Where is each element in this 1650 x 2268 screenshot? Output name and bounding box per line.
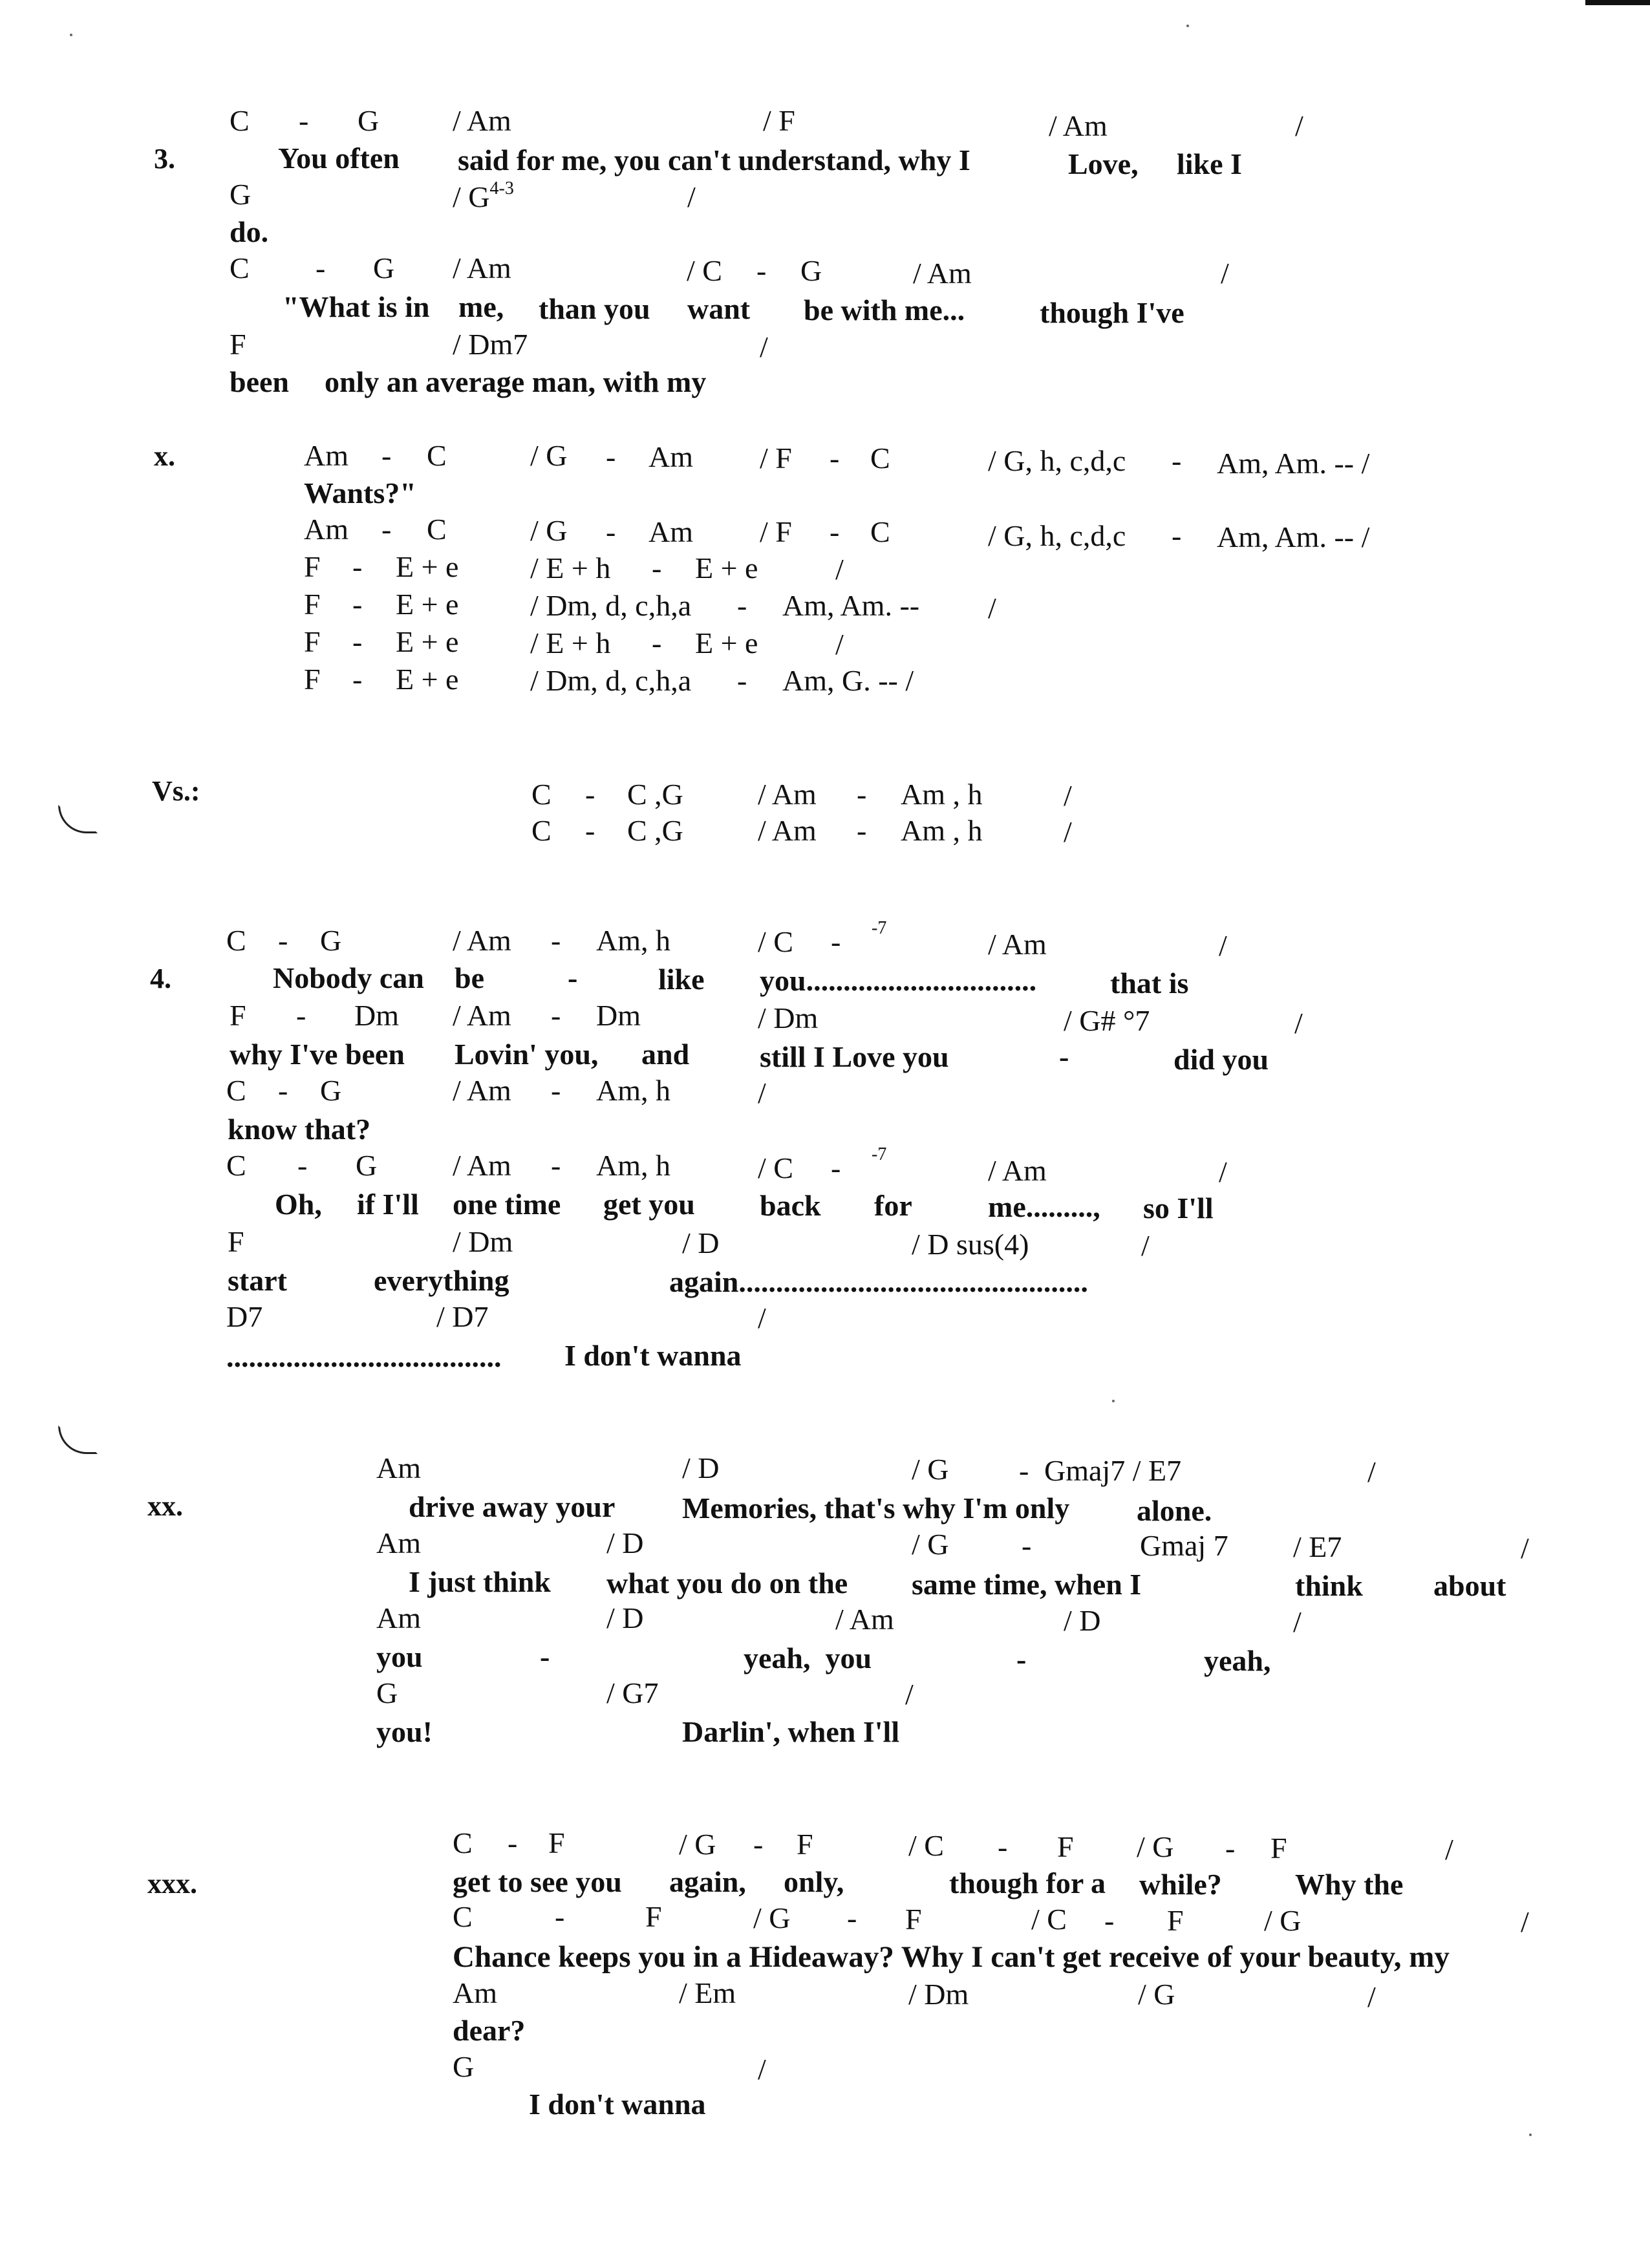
- chord: / G, h, c,d,c: [988, 519, 1126, 552]
- chord-dash: -: [585, 778, 595, 811]
- chord: C: [531, 778, 552, 811]
- chord-dash: -: [756, 254, 767, 287]
- bar-line: /: [1445, 1833, 1453, 1866]
- chord: / Am: [453, 104, 511, 137]
- bar-line: /: [1293, 1605, 1302, 1638]
- chord: Am: [304, 439, 348, 472]
- section-label-verse-4: 4.: [150, 963, 171, 994]
- chord: F: [230, 328, 246, 361]
- chord: / G: [1264, 1904, 1302, 1937]
- chord: G: [356, 1149, 378, 1182]
- chord: F: [1270, 1832, 1287, 1865]
- lyric: only an average man, with my: [325, 365, 707, 398]
- chord-dash: -: [857, 778, 867, 811]
- chord-dash: -: [352, 550, 363, 583]
- chord-dash: -: [1172, 444, 1182, 477]
- chord-dash: -: [831, 1151, 841, 1184]
- chord: Am: [376, 1526, 421, 1559]
- chord: E + e: [396, 588, 459, 621]
- chord: Am: [376, 1601, 421, 1634]
- lyric: still I Love you: [760, 1040, 949, 1073]
- scan-edge-mark: [1585, 0, 1650, 5]
- chord: / Am: [453, 1074, 511, 1107]
- chord: / D: [606, 1526, 644, 1559]
- chord-dash: -: [652, 551, 662, 584]
- chord: Gmaj 7: [1140, 1529, 1228, 1562]
- scan-speck: [1529, 2134, 1532, 2136]
- chord: / G: [679, 1828, 716, 1861]
- chord: C: [531, 814, 552, 847]
- chord: / F: [760, 515, 792, 548]
- chord-dash: -: [352, 588, 363, 621]
- lyric: drive away your: [409, 1490, 616, 1523]
- chord: / D7: [436, 1300, 489, 1333]
- chord: F: [228, 1225, 244, 1258]
- lyric: Darlin', when I'll: [682, 1715, 900, 1748]
- lyric: only,: [784, 1865, 844, 1898]
- bar-line: /: [1141, 1229, 1150, 1262]
- chord: / Am: [453, 924, 511, 957]
- chord-dash: -: [381, 513, 392, 546]
- chord: / Dm: [453, 1225, 513, 1258]
- section-label-chorus-3: xxx.: [147, 1868, 197, 1899]
- chord: C: [226, 924, 246, 957]
- chord: F: [304, 550, 321, 583]
- lyric: "What is in: [283, 290, 430, 323]
- bar-line: /: [760, 330, 768, 363]
- chord: C: [453, 1900, 473, 1933]
- chord-dash: -: [551, 924, 561, 957]
- chord: F: [645, 1900, 662, 1933]
- chord: Am: [453, 1976, 497, 2009]
- chord-dash: -: [652, 626, 662, 659]
- chord-dash: -: [606, 515, 616, 548]
- chord-dash: -: [555, 1900, 565, 1933]
- lyric: like: [658, 963, 705, 996]
- chord: Am: [304, 513, 348, 546]
- chord: / Am: [453, 999, 511, 1032]
- lyric: -: [540, 1640, 550, 1673]
- chord: / C: [908, 1829, 944, 1862]
- lyric: you...............................: [760, 964, 1037, 997]
- chord: C: [230, 251, 250, 284]
- lyric: get to see you: [453, 1865, 622, 1898]
- chord: Dm: [596, 999, 641, 1032]
- bar-line: /: [835, 553, 844, 586]
- lyric: what you do on the: [606, 1567, 848, 1599]
- chord: / C: [758, 925, 793, 958]
- bar-line: /: [988, 592, 996, 625]
- chord: / Dm: [908, 1978, 969, 2011]
- chord: E + e: [695, 551, 758, 584]
- lyric: Chance keeps you in a Hideaway? Why I can't get receive of your beauty, my: [453, 1940, 1450, 1974]
- chord: F: [230, 999, 246, 1032]
- chord: / Dm7: [453, 328, 528, 361]
- chord-dash: -: [585, 814, 595, 847]
- chord-extension: -7: [872, 918, 887, 938]
- bar-line: /: [687, 180, 696, 213]
- section-label-verse-3: 3.: [154, 143, 175, 175]
- margin-pencil-mark: [58, 1426, 98, 1454]
- chord: / G# °7: [1064, 1004, 1150, 1037]
- chord: E + e: [396, 663, 459, 696]
- lyric: if I'll: [357, 1188, 419, 1221]
- chord: / G: [530, 439, 568, 472]
- chord-dash: -: [551, 1149, 561, 1182]
- chord: / C: [758, 1151, 793, 1184]
- chord: Gmaj7 / E7: [1044, 1454, 1182, 1487]
- lyric: me,: [458, 290, 504, 323]
- chord: Am, Am. --: [782, 589, 920, 622]
- chord: G: [358, 104, 380, 137]
- chord: C: [230, 104, 250, 137]
- lyric: yeah, you: [744, 1642, 872, 1674]
- chord-dash: -: [753, 1828, 764, 1861]
- chord: C: [453, 1826, 473, 1859]
- lyric: Lovin' you,: [455, 1038, 599, 1071]
- bar-line: /: [1219, 1155, 1227, 1188]
- lyric: everything: [374, 1264, 509, 1297]
- chord: F: [304, 663, 321, 696]
- chord-dash: -: [1022, 1529, 1032, 1562]
- chord-dash: -: [1019, 1454, 1029, 1487]
- chord: G: [800, 254, 822, 287]
- chord-dash: -: [606, 440, 616, 473]
- lyric: been: [230, 365, 289, 398]
- chord: Am: [648, 515, 693, 548]
- lyric: do.: [230, 215, 269, 248]
- lyric: Why the: [1295, 1868, 1404, 1901]
- lyric: Nobody can: [273, 961, 424, 994]
- chord: Am, Am. -- /: [1217, 520, 1370, 553]
- bar-line: /: [1521, 1532, 1529, 1565]
- chord: / C: [1031, 1903, 1067, 1936]
- bar-line: /: [1064, 779, 1072, 812]
- lyric: know that?: [228, 1113, 371, 1146]
- chord: Am, h: [596, 1149, 670, 1182]
- chord: Am: [648, 440, 693, 473]
- chord-dash: -: [847, 1901, 857, 1934]
- chord-dash: -: [381, 439, 392, 472]
- lyric: while?: [1139, 1868, 1222, 1901]
- chord: / E + h: [530, 551, 611, 584]
- chord: C: [870, 515, 890, 548]
- chord-dash: -: [296, 999, 306, 1032]
- lyric: -: [568, 961, 578, 994]
- lyric: be: [455, 961, 484, 994]
- lyric: for: [874, 1189, 912, 1222]
- lyric: that is: [1110, 967, 1189, 1000]
- chord: G: [320, 1074, 342, 1107]
- chord: / Am: [835, 1603, 894, 1636]
- chord: F: [1167, 1904, 1184, 1937]
- chord: / G7: [606, 1676, 659, 1709]
- chord: G: [230, 178, 252, 211]
- lyric: think: [1295, 1569, 1363, 1602]
- chord-dash: -: [551, 999, 561, 1032]
- lyric: Oh,: [275, 1188, 322, 1221]
- chord: / G: [912, 1528, 949, 1561]
- chord: C: [226, 1074, 246, 1107]
- chord: Am: [376, 1451, 421, 1484]
- chord: C ,G: [627, 814, 683, 847]
- bar-line: /: [1294, 1007, 1303, 1040]
- lyric: Memories, that's why I'm only: [682, 1492, 1070, 1524]
- bar-line: /: [835, 628, 844, 661]
- chord: / $G^{4-3}$: [453, 178, 514, 213]
- chord: / Am: [913, 257, 972, 290]
- chord: F: [1057, 1830, 1074, 1863]
- lyric: though I've: [1040, 296, 1184, 329]
- lyric: I don't wanna: [529, 2088, 706, 2121]
- chord: / G: [530, 514, 568, 547]
- chord: / G: [912, 1453, 949, 1486]
- chord: / G: [1137, 1830, 1174, 1863]
- chord: / G, h, c,d,c: [988, 444, 1126, 477]
- chord-dash: -: [1172, 519, 1182, 552]
- bar-line: /: [1064, 815, 1072, 848]
- chord: C: [226, 1149, 246, 1182]
- chord: F: [304, 625, 321, 658]
- lyric: I just think: [409, 1565, 551, 1598]
- lyric: like I: [1177, 147, 1242, 180]
- chord-dash: -: [1104, 1904, 1115, 1937]
- lyric: again...............................................: [669, 1265, 1088, 1298]
- chord: / D: [1064, 1604, 1101, 1637]
- chord-dash: -: [316, 251, 326, 284]
- chord: / F: [763, 104, 795, 137]
- lyric: -: [1059, 1040, 1069, 1073]
- lyric: though for a: [949, 1867, 1106, 1899]
- section-label-chorus-1: x.: [154, 440, 175, 472]
- lyric: be with me...: [804, 294, 965, 326]
- chord: / Am: [758, 778, 817, 811]
- bar-line: /: [758, 1076, 766, 1109]
- chord-dash: -: [297, 1149, 308, 1182]
- chord: / Am: [988, 928, 1047, 961]
- bar-line: /: [758, 2053, 766, 2086]
- chord: E + e: [396, 550, 459, 583]
- chord: Am, h: [596, 924, 670, 957]
- chord-dash: -: [857, 814, 867, 847]
- lyric: and: [641, 1038, 690, 1071]
- lyric: about: [1433, 1569, 1506, 1602]
- chord: / Em: [679, 1976, 736, 2009]
- lyric: Wants?": [304, 476, 416, 509]
- chord: F: [304, 588, 321, 621]
- chord: F: [905, 1903, 922, 1936]
- chord: / E + h: [530, 626, 611, 659]
- chord: Am, h: [596, 1074, 670, 1107]
- scan-speck: [1112, 1400, 1115, 1402]
- chord: G: [320, 924, 342, 957]
- chord: / Am: [988, 1154, 1047, 1187]
- chord: / Am: [453, 251, 511, 284]
- chord: / D: [682, 1226, 720, 1259]
- chord-dash: -: [737, 589, 747, 622]
- lyric: me.........,: [988, 1190, 1100, 1223]
- lyric: again,: [669, 1865, 746, 1898]
- bar-line: /: [1521, 1905, 1529, 1938]
- lyric: so I'll: [1143, 1192, 1214, 1225]
- lyric: -: [1016, 1643, 1027, 1676]
- lyric: than you: [539, 292, 650, 325]
- chord: D7: [226, 1300, 263, 1333]
- lyric: I don't wanna: [564, 1339, 742, 1372]
- lyric: start: [228, 1264, 287, 1297]
- chord: F: [797, 1828, 813, 1861]
- chord-dash: -: [352, 663, 363, 696]
- section-label-interlude: Vs.:: [152, 775, 200, 807]
- chord: C: [427, 439, 447, 472]
- chord: G: [376, 1676, 398, 1709]
- bar-line: /: [905, 1678, 914, 1711]
- bar-line: /: [1219, 929, 1227, 962]
- chord: Am , h: [901, 814, 983, 847]
- chord-dash: -: [998, 1830, 1008, 1863]
- chord: C: [427, 513, 447, 546]
- lyric: you: [376, 1640, 423, 1673]
- chord-dash: -: [278, 1074, 288, 1107]
- chord: F: [548, 1826, 565, 1859]
- chord: / F: [760, 442, 792, 475]
- lyric: you!: [376, 1715, 433, 1748]
- chord: C: [870, 442, 890, 475]
- chord: E + e: [695, 626, 758, 659]
- chord-dash: -: [278, 924, 288, 957]
- chord: / D: [606, 1601, 644, 1634]
- chord-dash: -: [551, 1074, 561, 1107]
- lyric: dear?: [453, 2014, 526, 2047]
- chord-extension: -7: [872, 1144, 887, 1164]
- chord: / G: [1138, 1978, 1175, 2011]
- chord-dash: -: [830, 442, 840, 475]
- bar-line: /: [1367, 1980, 1376, 2013]
- lyric: You often: [278, 142, 400, 175]
- chord-dash: -: [1225, 1832, 1236, 1865]
- chord: E + e: [396, 625, 459, 658]
- chord: / E7: [1293, 1530, 1342, 1563]
- lyric: .....................................: [226, 1340, 502, 1373]
- lyric: Love,: [1068, 147, 1139, 180]
- lyric: why I've been: [230, 1038, 405, 1071]
- bar-line: /: [1221, 257, 1229, 290]
- lyric: said for me, you can't understand, why I: [458, 144, 970, 177]
- chord-dash: -: [508, 1826, 518, 1859]
- chord: / D sus(4): [912, 1228, 1029, 1261]
- lyric: yeah,: [1204, 1644, 1271, 1677]
- lyric: get you: [603, 1188, 695, 1221]
- margin-pencil-mark: [58, 805, 98, 833]
- bar-line: /: [758, 1301, 766, 1334]
- chord: Dm: [354, 999, 399, 1032]
- chord: / G: [753, 1901, 791, 1934]
- lyric: back: [760, 1189, 821, 1222]
- lyric: alone.: [1137, 1494, 1212, 1527]
- lyric: did you: [1173, 1043, 1269, 1076]
- chord-dash: -: [830, 515, 840, 548]
- chord: / Dm, d, c,h,a: [530, 664, 692, 697]
- lyric: want: [687, 292, 751, 325]
- chord: / C: [687, 254, 722, 287]
- chord-dash: -: [299, 104, 309, 137]
- chord-dash: -: [737, 664, 747, 697]
- lyric: same time, when I: [912, 1568, 1142, 1601]
- chord: / Am: [758, 814, 817, 847]
- scan-speck: [1186, 25, 1189, 27]
- bar-line: /: [1367, 1455, 1376, 1488]
- lyric: one time: [453, 1188, 561, 1221]
- chord: Am, G. -- /: [782, 664, 914, 697]
- chord: C ,G: [627, 778, 683, 811]
- scan-speck: [70, 34, 72, 36]
- section-label-chorus-2: xx.: [147, 1490, 183, 1522]
- chord-dash: -: [352, 625, 363, 658]
- chord: / Dm: [758, 1001, 819, 1034]
- chord: Am, Am. -- /: [1217, 447, 1370, 480]
- chord: / D: [682, 1451, 720, 1484]
- chord: / Am: [1049, 109, 1108, 142]
- bar-line: /: [1295, 109, 1303, 142]
- chord: / Am: [453, 1149, 511, 1182]
- chord-dash: -: [831, 925, 841, 958]
- chord: / Dm, d, c,h,a: [530, 589, 692, 622]
- chord: G: [373, 251, 395, 284]
- chord: G: [453, 2050, 475, 2083]
- chord: Am , h: [901, 778, 983, 811]
